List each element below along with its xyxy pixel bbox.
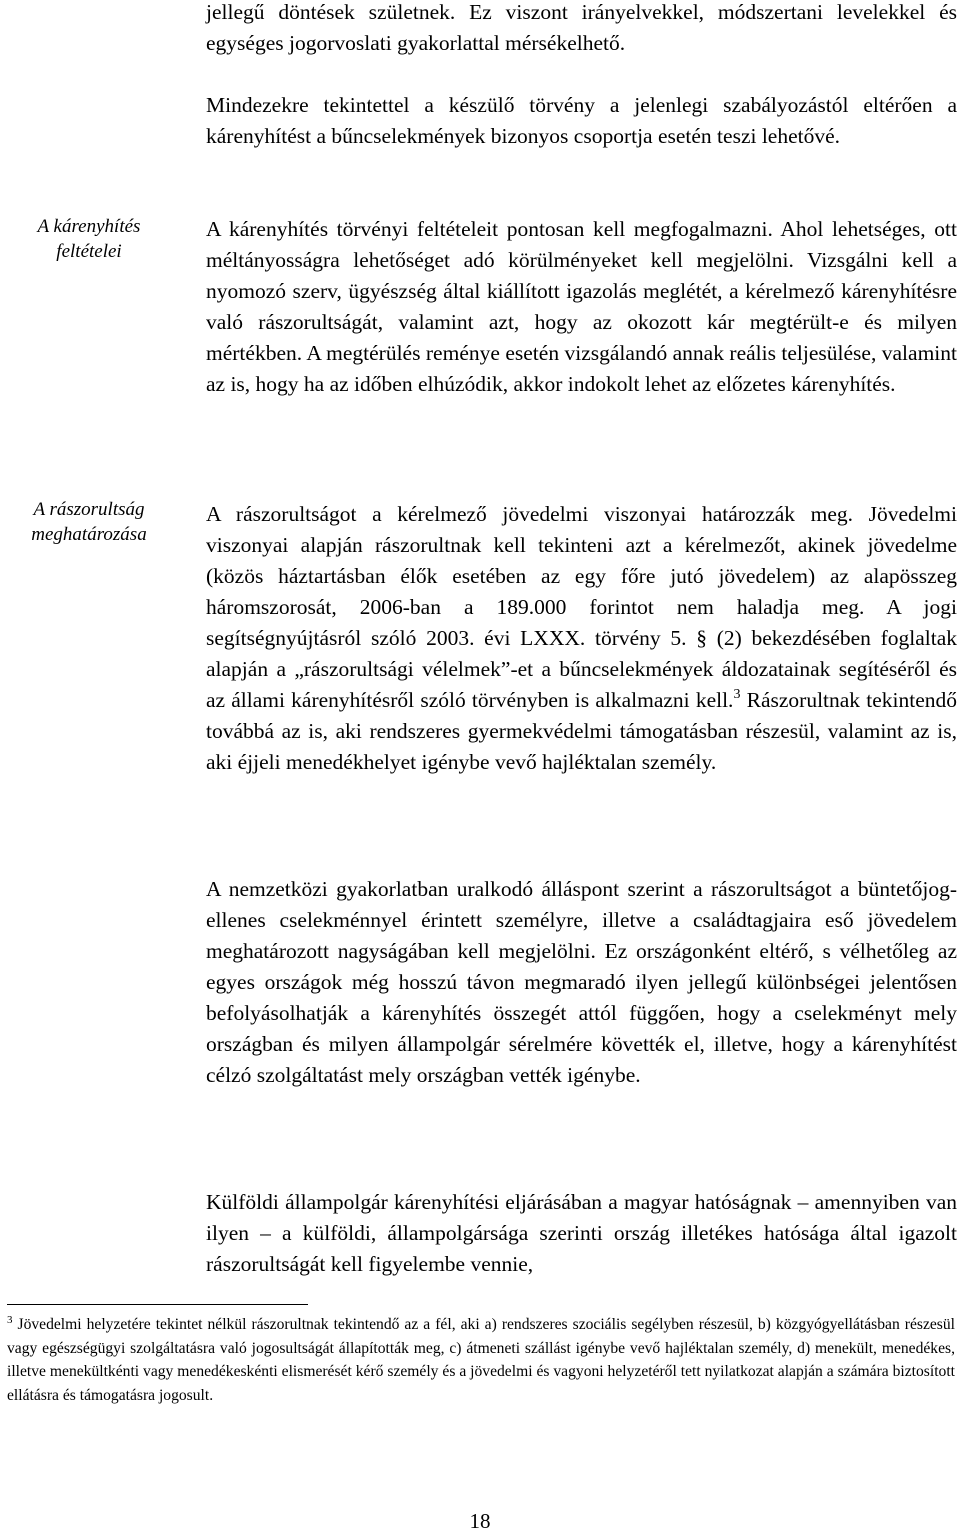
body-paragraph: Külföldi állampolgár kárenyhítési eljárásában a magyar hatóságnak – amennyiben van ilyen – a külföldi, állampolgársága szerinti ország illetékes hatósága által igazolt rászorultságát kell figyelembe vennie,: [206, 1190, 957, 1276]
body-paragraph: Mindezekre tekintettel a készülő törvény a jelenlegi szabályozástól eltérően a kárenyhítést a bűncselekmények bizonyos csoportja esetén teszi lehetővé.: [206, 93, 957, 148]
body-paragraph: jellegű döntések születnek. Ez viszont irányelvekkel, módszertani levelekkel és egységes jogorvoslati gyakorlattal mérsékelhető.: [206, 0, 957, 55]
body-paragraph: A kárenyhítés törvényi feltételeit pontosan kell megfogalmazni. Ahol lehetséges, ott méltányosságra lehetőséget adó körülményeket kell megjelölni. Vizsgálni kell a nyomozó szerv, ügyészség által kiállított igazolás meglétét, a kérelmező kárenyhítésre való rászorultságát, valamint azt, hogy az okozott kár megtérült-e és milyen mértékben. A megtérülés reménye esetén vizsgálandó annak reális teljesülése, valamint az is, hogy ha az időben elhúzódik, akkor indokolt lehet az előzetes kárenyhítés.: [206, 217, 957, 396]
footnote-reference[interactable]: 3: [733, 687, 741, 702]
paragraph-text: Rászorultnak tekintendő továbbá az is, aki rendszeres gyermekvédelmi támogatásban részesül, valamint az is, aki éjjeli menedékhelyet igénybe vevő hajléktalan személy.: [206, 688, 957, 774]
page-number: 18: [469, 1509, 491, 1533]
footnote-separator: [7, 1304, 308, 1305]
paragraph-text: A rászorultságot a kérelmező jövedelmi viszonyai határozzák meg. Jövedelmi viszonyai alapján rászorultnak kell tekinteni azt a kérelmezőt, akinek jövedelme (közös háztartásban élők esetében az egy főre jutó jövedelem) az alapösszeg háromszorosát, 2006-ban a 189.000 forintot nem haladja meg. A jogi segítségnyújtásról szóló 2003. évi LXXX. törvény 5. § (2) bekezdésében foglaltak alapján a „rászorultsági vélelmek”-et a bűncselekmények áldozatainak segítéséről és az állami kárenyhítésről szóló törvényben is alkalmazni kell.: [206, 502, 957, 712]
footnote: [7, 1313, 955, 1407]
margin-heading-line: A kárenyhítés: [37, 216, 141, 237]
body-paragraph: [206, 499, 957, 778]
margin-heading-line: feltételei: [56, 241, 122, 262]
footnote-text: Jövedelmi helyzetére tekintet nélkül rászorultnak tekintendő az a fél, aki a) rendszeres szociális segélyben részesül, b) közgyógyellátásban részesül vagy egészségügyi szolgáltatásra való jogosultságát állapították meg, c) átmeneti szállást igénybe vevő hajléktalan személy, d) menekült, menedékes, illetve menekültkénti vagy menedékeskénti elismerését kérő személy és a jövedelmi és vagyoni helyzetéről tett nyilatkozat alapján a számára biztosított ellátásra és támogatásra jogosult.: [7, 1316, 955, 1404]
margin-heading-line: A rászorultság: [33, 499, 145, 520]
margin-heading-need-definition: [4, 497, 174, 547]
margin-heading-conditions: [4, 214, 174, 264]
body-paragraph: A nemzetközi gyakorlatban uralkodó álláspont szerint a rászorultságot a büntetőjog-ellenes cselekménnyel érintett személyre, illetve a családtagjaira eső jövedelem meghatározott nagyságában kell megjelölni. Ez országonként eltérő, s vélhetőleg az egyes országok még hosszú távon megmaradó ilyen jellegű különbségei jelentősen befolyásolhatják a kárenyhítés összegét attól függően, hogy a cselekményt mely országban és milyen állampolgár sérelmére követték el, illetve, hogy a kárenyhítést célzó szolgáltatást mely országban vették igénybe.: [206, 877, 957, 1087]
footnote-marker: 3: [7, 1314, 13, 1326]
margin-heading-line: meghatározása: [31, 524, 147, 545]
